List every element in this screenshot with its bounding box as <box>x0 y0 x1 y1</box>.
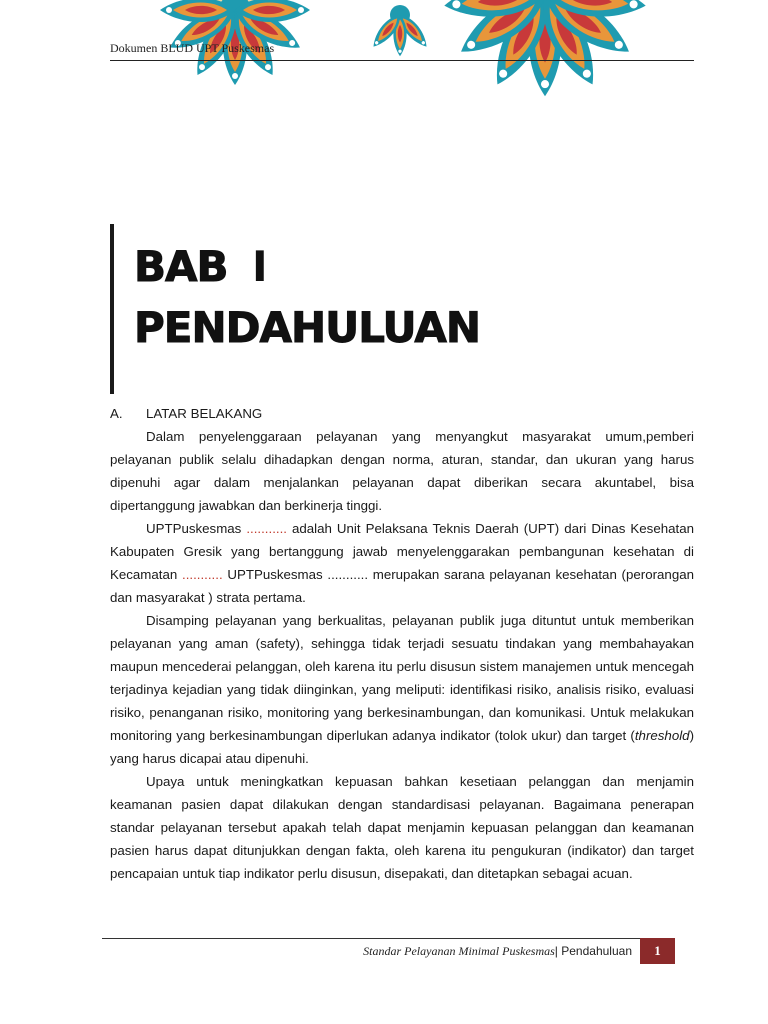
mandala-right <box>443 0 648 96</box>
placeholder-dots-2: ........... <box>182 567 223 582</box>
section-title: LATAR BELAKANG <box>146 406 263 421</box>
footer-chapter: Pendahuluan <box>557 944 632 958</box>
header-divider <box>110 60 694 61</box>
title-accent-bar <box>110 224 114 394</box>
paragraph-2-text-c: UPTPuskesmas ........... merupakan sarana pelayanan kesehatan (perorangan dan masyarakat ) strata pertama. <box>110 567 695 605</box>
page-number: 1 <box>640 938 675 964</box>
paragraph-4: Upaya untuk meningkatkan kepuasan bahkan kesetiaan pelanggan dan menjamin keamanan pasien dapat dilakukan dengan standardisasi pelayanan. Bagaimana penerapan standar pelayanan tersebut apakah telah dapat menjamin kepuasan pelanggan dan keamanan pasien harus dapat ditunjukkan dengan fakta, oleh karena itu pengukuran (indikator) dan target pencapaian untuk tiap indikator perlu disusun, disepakati, dan ditetapkan sebagai acuan. <box>110 774 694 881</box>
footer-label <box>363 944 632 959</box>
document-header-label: Dokumen BLUD UPT Puskesmas <box>110 41 275 55</box>
mandala-ornament <box>120 0 680 150</box>
paragraph-3-text-a: Disamping pelayanan yang berkualitas, pelayanan publik juga dituntut untuk memberikan pelayanan yang aman (safety), sehingga tidak terjadi sesuatu tindakan yang membahayakan maupun mencederai pelanggan, oleh karena itu perlu disusun sistem manajemen untuk mencegah terjadinya kejadian yang tidak diinginkan, yang meliputi: identifikasi risiko, analisis risiko, evaluasi risiko, penanganan risiko, monitoring yang berkesinambungan, dan komunikasi. Untuk melakukan monitoring yang berkesinambungan diperlukan adanya indikator (tolok ukur) dan target ( <box>110 613 694 743</box>
body-content <box>110 402 694 885</box>
footer-divider <box>102 938 642 939</box>
chapter-title: PENDAHULUAN <box>134 303 480 352</box>
footer-separator: | <box>554 944 558 958</box>
paragraph-1: Dalam penyelenggaraan pelayanan yang menyangkut masyarakat umum,pemberi pelayanan publik selalu dihadapkan dengan norma, aturan, standar, dan ukuran yang harus dipenuhi agar dalam menjalankan pelayanan dapat diberikan secara akuntabel, bisa dipertanggung jawabkan dan berkinerja tinggi. <box>110 429 694 513</box>
paragraph-2-text-a: UPTPuskesmas <box>146 521 247 536</box>
paragraph-3-text-b: ) yang harus dicapai atau dipenuhi. <box>110 728 694 766</box>
section-letter: A. <box>110 406 123 421</box>
section-heading <box>110 402 694 425</box>
mandala-small <box>368 5 431 56</box>
paragraph-3-italic: threshold <box>634 728 690 743</box>
footer-doc-title: Standar Pelayanan Minimal Puskesmas <box>363 944 555 958</box>
paragraph-2 <box>110 517 694 609</box>
chapter-label: BAB <box>134 242 228 291</box>
paragraph-3 <box>110 609 694 770</box>
placeholder-dots-1: ........... <box>246 521 287 536</box>
chapter-number: I <box>252 242 268 291</box>
paragraph-2-text-b: adalah Unit Pelaksana Teknis Daerah (UPT) dari Dinas Kesehatan Kabupaten Gresik yang bertanggung jawab menyelenggarakan pembangunan kesehatan di Kecamatan <box>110 521 694 582</box>
